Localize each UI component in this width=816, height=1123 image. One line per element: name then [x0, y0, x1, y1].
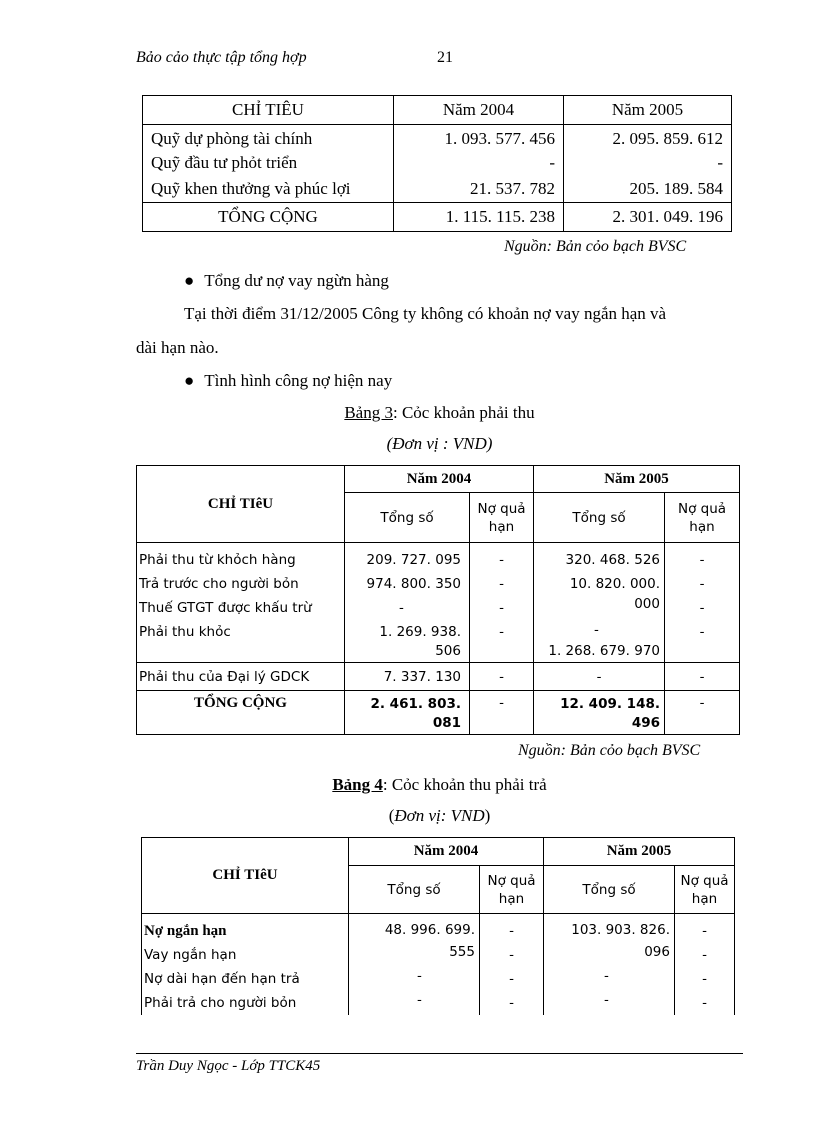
bullet-item: ● Tổng dư nợ vay ngừn hàng	[184, 271, 389, 290]
col-header-2005: Năm 2005	[564, 96, 732, 125]
footer-text: Trần Duy Ngọc - Lớp TTCK45	[136, 1058, 321, 1074]
payables-table	[141, 837, 735, 1015]
table-row-group: Nợ ngắn hạn Vay ngắn hạn Nợ dài hạn đến hạn trả Phải trả cho người bỏn 48. 996. 699. 555 - - - - - - 103. 903. 826. 096 - - - - - -	[142, 914, 735, 1016]
footer-divider	[136, 1053, 743, 1054]
col-subheader-total: Tổng số	[349, 866, 480, 914]
col-subheader-total: Tổng số	[345, 493, 470, 543]
col-header-indicator: CHỈ TIêU	[142, 838, 349, 914]
col-header-indicator: CHỈ TIÊU	[143, 96, 394, 125]
col-header-2004: Năm 2004	[345, 466, 534, 493]
col-subheader-overdue: Nợ quả hạn	[470, 493, 534, 543]
table4-unit: (Đơn vị: VND)	[388, 806, 491, 825]
col-subheader-overdue: Nợ quả hạn	[665, 493, 740, 543]
col-header-2005: Năm 2005	[534, 466, 740, 493]
col-header-indicator: CHỈ TIêU	[137, 466, 345, 543]
table-row: Phải thu của Đại lý GDCK 7. 337. 130 - - -	[137, 663, 740, 691]
col-subheader-total: Tổng số	[534, 493, 665, 543]
table3-source: Nguồn: Bản cỏo bạch BVSC	[518, 742, 701, 759]
total-row: TỔNG CỘNG 1. 115. 115. 238 2. 301. 049. 196	[143, 203, 732, 232]
header-title: Bảo cảo thực tập tổng hợp	[136, 49, 307, 66]
total-row: TỔNG CỘNG 2. 461. 803. 081 - 12. 409. 148. 496 -	[137, 691, 740, 735]
receivables-table	[136, 465, 740, 735]
paragraph-line: Tại thời điểm 31/12/2005 Công ty không có khoản nợ vay ngắn hạn và	[184, 304, 667, 323]
col-subheader-total: Tổng số	[544, 866, 675, 914]
table-row: Quỹ đầu tư phỏt triển - -	[143, 151, 732, 176]
paragraph-line: dài hạn nào.	[136, 338, 219, 357]
table-row: Quỹ khen thưởng và phúc lợi 21. 537. 782 205. 189. 584	[143, 176, 732, 203]
table4-caption: Bảng 4: Cỏc khoản thu phải trả	[332, 775, 547, 794]
col-header-2004: Năm 2004	[349, 838, 544, 866]
bullet-icon: ●	[184, 371, 195, 390]
table-row: Quỹ dự phòng tài chính 1. 093. 577. 456 2. 095. 859. 612	[143, 125, 732, 151]
fund-table	[142, 95, 732, 232]
table3-unit: (Đơn vị : VND)	[386, 434, 493, 453]
col-subheader-overdue: Nợ quả hạn	[675, 866, 735, 914]
table3-caption: Bảng 3: Cỏc khoản phải thu	[344, 403, 535, 422]
col-header-2004: Năm 2004	[394, 96, 564, 125]
page-number: 21	[437, 49, 453, 66]
table-row-group: Phải thu từ khỏch hàng Trả trước cho người bỏn Thuế GTGT được khấu trừ Phải thu khỏc 209. 727. 095 974. 800. 350 - 1. 269. 938. 506 - - - - 320. 468. 526 10. 820. 000. 000 - 1. 268. 679. 970 - - - -	[137, 543, 740, 663]
bullet-item: ● Tình hình công nợ hiện nay	[184, 371, 393, 390]
col-header-2005: Năm 2005	[544, 838, 735, 866]
table1-source: Nguồn: Bản cỏo bạch BVSC	[504, 238, 687, 255]
col-subheader-overdue: Nợ quả hạn	[480, 866, 544, 914]
bullet-icon: ●	[184, 271, 195, 290]
